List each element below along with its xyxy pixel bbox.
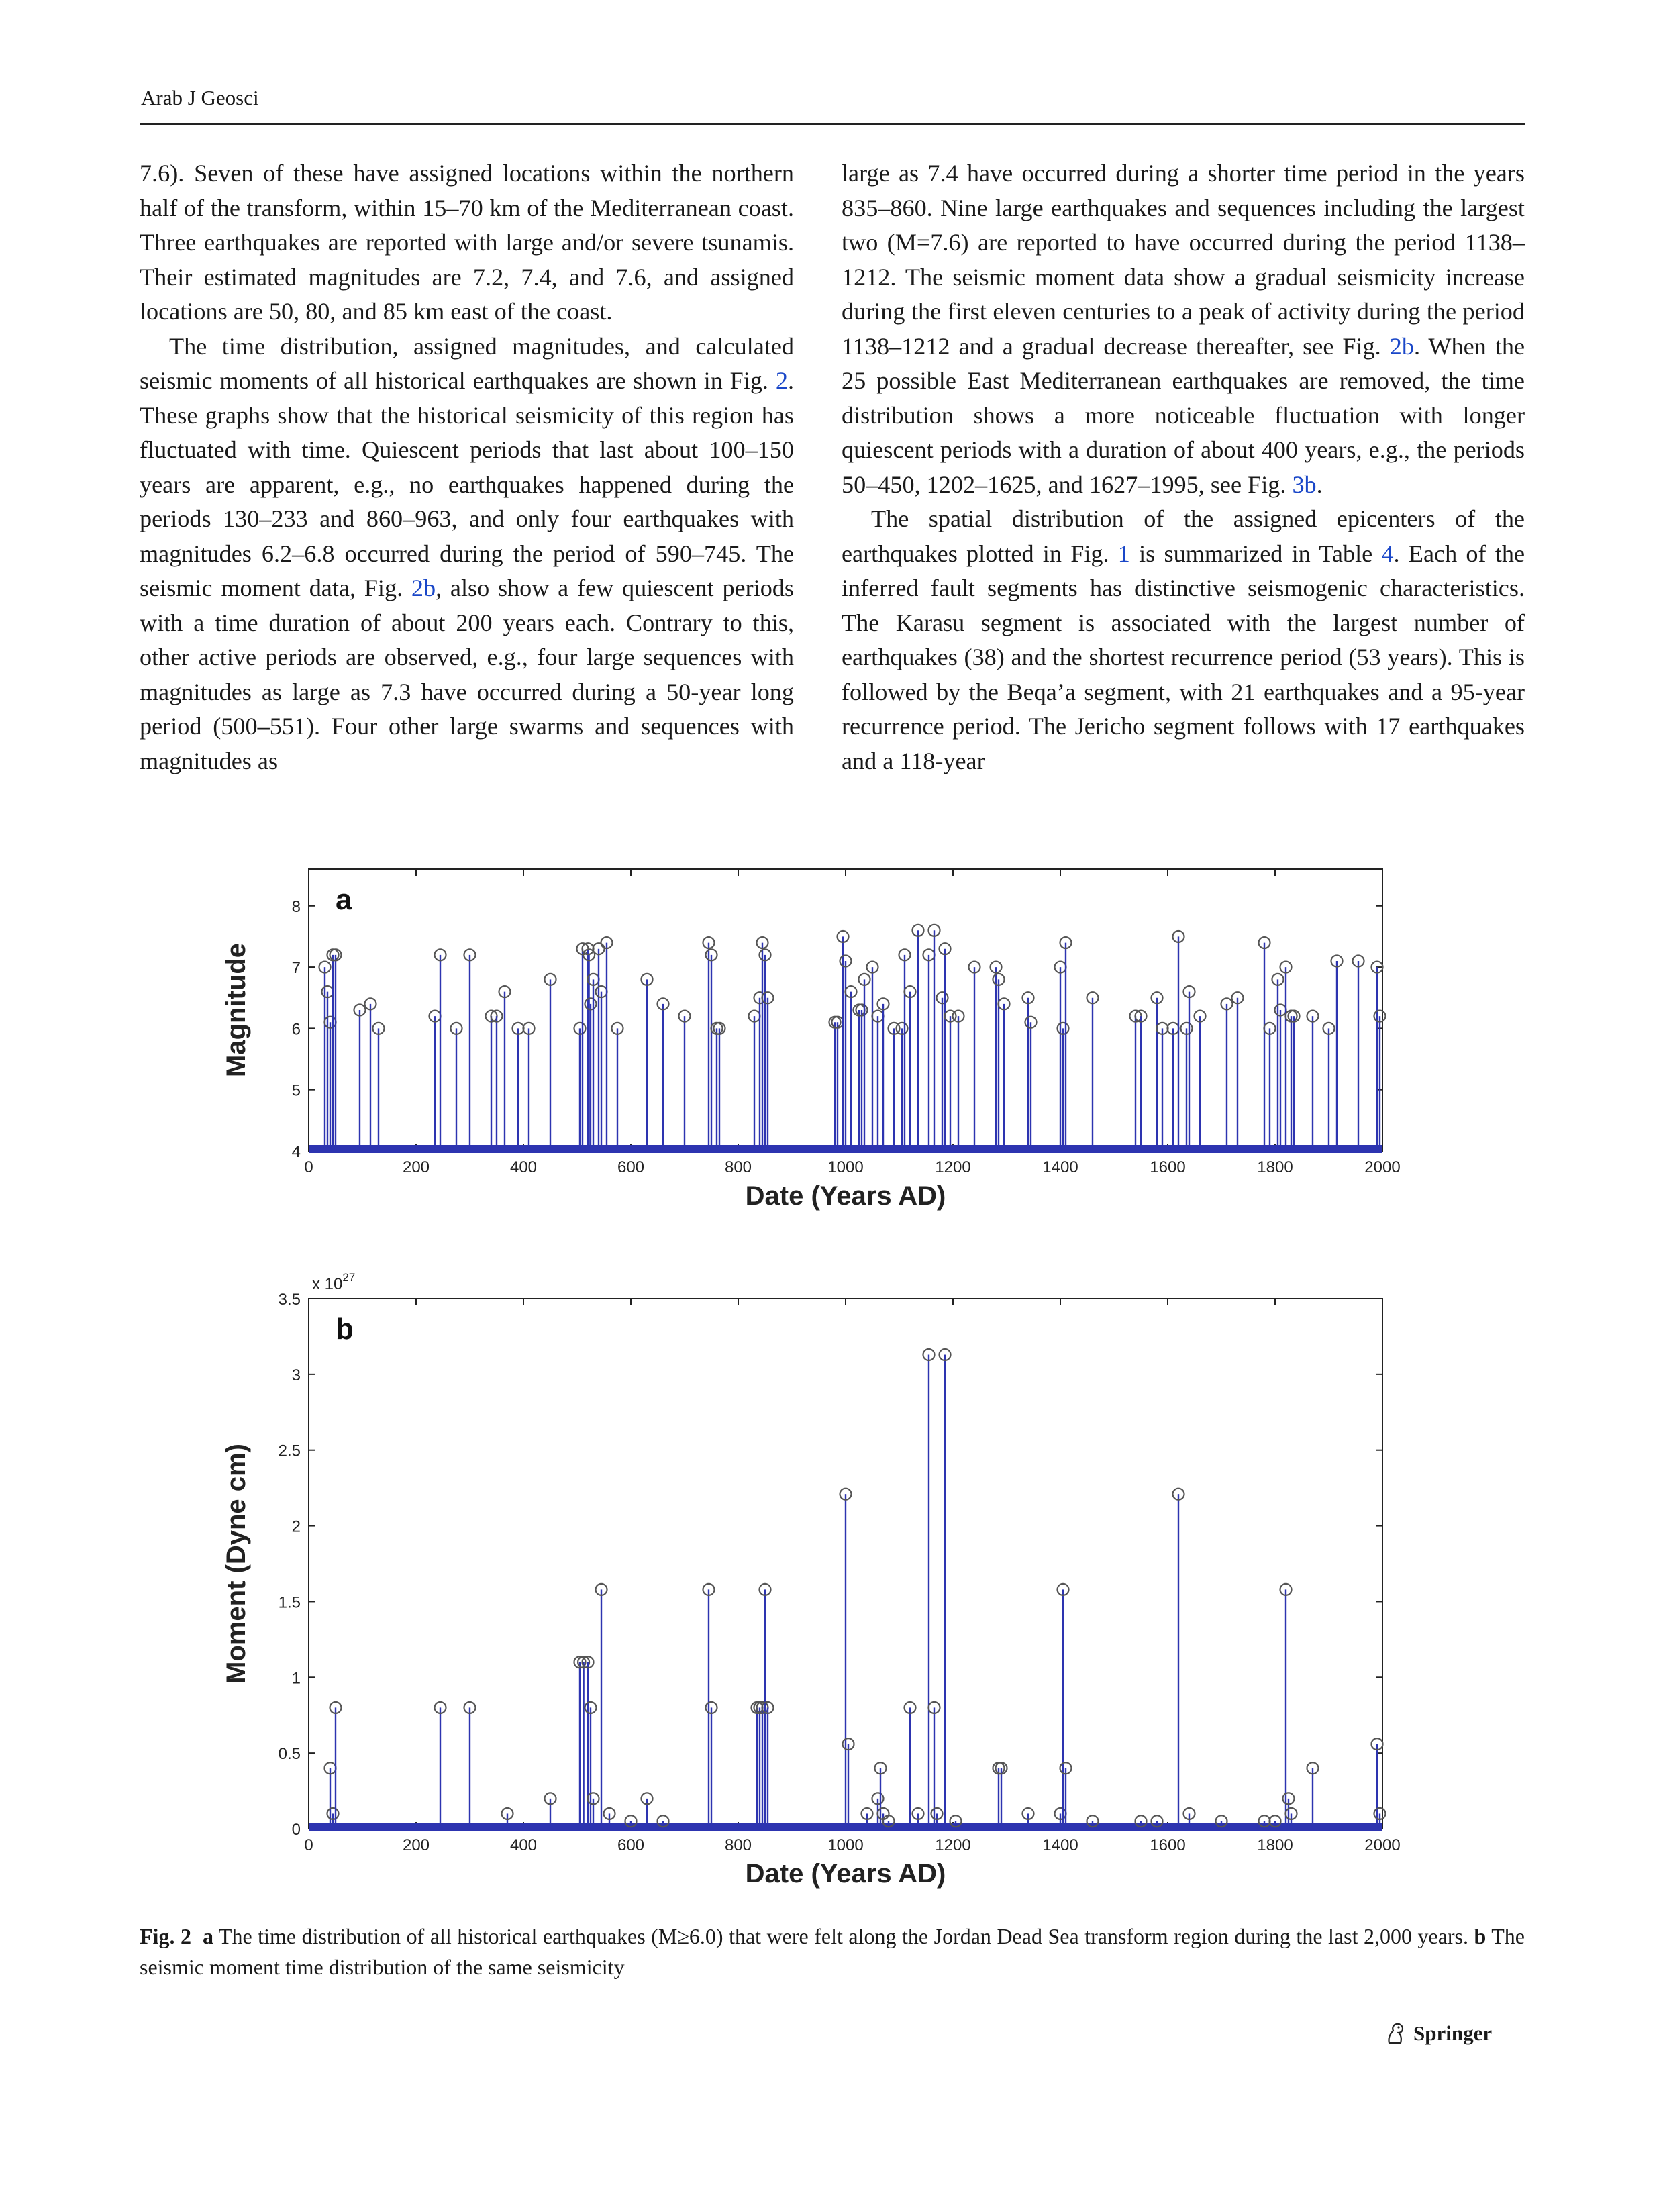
panel-a-xtick-label: 1200 (935, 1158, 971, 1176)
panel-a-xtick-label: 800 (724, 1158, 752, 1176)
panel-b-xtick-label: 1400 (1042, 1836, 1078, 1854)
springer-horse-icon (1384, 2021, 1408, 2046)
panel-b-panel-label: b (336, 1313, 354, 1346)
left-p2-text-a: The time distribution, assigned magnitudes, and calculated seismic moments of all historical earthquakes are shown in Fig. (140, 332, 794, 394)
panel-b-xtick-label: 1800 (1257, 1836, 1293, 1854)
panel-b-xtick-label: 1200 (935, 1836, 971, 1854)
panel-a-ytick-label: 7 (291, 959, 301, 978)
panel-b-xtick-label: 600 (617, 1836, 645, 1854)
right-column (842, 156, 1525, 778)
panel-a-xtick-label: 0 (304, 1158, 313, 1176)
panel-b-xtick-label: 2000 (1364, 1836, 1401, 1854)
caption-b-text: The seismic moment time distribution of the same seismicity (140, 1924, 1525, 1979)
panel-b-ytick-label: 0.5 (278, 1745, 301, 1764)
caption-b-label: b (1474, 1924, 1486, 1948)
left-paragraph-2 (140, 330, 794, 779)
panel-b-ytick-label: 2 (291, 1517, 301, 1536)
panel-b-chart (221, 1271, 1401, 1889)
right-p2-text-b: is summarized in Table (1129, 540, 1373, 567)
panel-b-y-axis-label: Moment (Dyne cm) (221, 1444, 251, 1684)
panel-b-xtick-label: 800 (724, 1836, 752, 1854)
panel-a-panel-label: a (336, 883, 352, 916)
fig-2-link[interactable]: 2 (775, 367, 788, 394)
panel-a-ytick-label: 8 (291, 897, 301, 916)
publisher-name: Springer (1413, 2021, 1493, 2045)
panel-b-ytick-label: 3 (291, 1366, 301, 1385)
panel-a-ytick-label: 5 (291, 1081, 301, 1100)
right-p1-text-a: large as 7.4 have occurred during a shorter time period in the years 835–860. Nine large earthquakes and sequences including the largest two (M=7.6) are reported to have occurred during the period 1138–1212. The seismic moment data show a gradual seismicity increase during the first eleven centuries to a peak of activity during the period 1138–1212 and a gradual decrease thereafter, see Fig. (842, 160, 1525, 360)
panel-b-xtick-label: 1000 (827, 1836, 864, 1854)
publisher-logo[interactable] (1384, 2021, 1492, 2046)
fig-2b-link[interactable]: 2b (1389, 332, 1414, 360)
fig-3b-link[interactable]: 3b (1292, 470, 1317, 498)
panel-a-xtick-label: 1000 (827, 1158, 864, 1176)
panel-a-x-axis-label: Date (Years AD) (745, 1181, 946, 1211)
figure-2-charts (221, 849, 1423, 1909)
panel-b-x-axis-label: Date (Years AD) (745, 1859, 946, 1889)
panel-b-ytick-label: 0 (291, 1821, 301, 1839)
panel-a-xtick-label: 2000 (1364, 1158, 1401, 1176)
right-p2-text-c: . Each of the inferred fault segments has distinctive seismogenic characteristics. The Karasu segment is associated with the largest number of earthquakes (38) and the shortest recurrence period (53 years). This is followed by the Beqa’a segment, with 21 earthquakes and a 95-year recurrence period. The Jericho segment follows with 17 earthquakes and a 118-year (842, 540, 1525, 774)
panel-a-xtick-label: 1400 (1042, 1158, 1078, 1176)
panel-a-y-axis-label: Magnitude (221, 943, 251, 1077)
figure-caption (140, 1921, 1525, 1982)
panel-b-y-multiplier: x $10^{27}$ (312, 1271, 356, 1293)
left-column (140, 156, 794, 778)
caption-a-label: a (202, 1924, 213, 1948)
panel-a-xtick-label: 1600 (1150, 1158, 1186, 1176)
left-p2-text-c: , also show a few quiescent periods with a time duration of about 200 years each. Contrary to this, other active periods are observed, e.g., four large sequences with magnitudes as large as 7.3 have occurred during a 50-year long period (500–551). Four other large swarms and sequences with magnitudes as (140, 574, 794, 774)
panel-b-xtick-label: 0 (304, 1836, 313, 1854)
panel-a-ytick-label: 6 (291, 1020, 301, 1039)
header-rule (140, 123, 1525, 125)
panel-b-xtick-label: 200 (402, 1836, 430, 1854)
panel-b-ytick-label: 3.5 (278, 1291, 301, 1309)
fig-2b-link[interactable]: 2b (411, 574, 436, 601)
figure-2 (221, 849, 1423, 1909)
caption-a-text: The time distribution of all historical earthquakes (M≥6.0) that were felt along the Jordan Dead Sea transform region during the last 2,000 years. (213, 1924, 1474, 1948)
right-p1-text-c: . (1316, 470, 1323, 498)
panel-a-chart (221, 869, 1401, 1211)
right-paragraph-1 (842, 156, 1525, 502)
panel-b-xtick-label: 1600 (1150, 1836, 1186, 1854)
panel-a-xtick-label: 1800 (1257, 1158, 1293, 1176)
fig-1-link[interactable]: 1 (1117, 540, 1130, 567)
panel-a-ytick-label: 4 (291, 1143, 301, 1161)
right-p2-text-a: The spatial distribution of the assigned epicenters of the earthquakes plotted in Fig. (842, 505, 1525, 567)
right-paragraph-2 (842, 502, 1525, 778)
panel-a-xtick-label: 600 (617, 1158, 645, 1176)
caption-label: Fig. 2 (140, 1924, 191, 1948)
panel-b-xtick-label: 400 (509, 1836, 538, 1854)
left-p2-text-b: . These graphs show that the historical seismicity of this region has fluctuated with time. Quiescent periods that last about 100–150 years are apparent, e.g., no earthquakes happened during the periods 130–233 and 860–963, and only four earthquakes with magnitudes 6.2–6.8 occurred during the period of 590–745. The seismic moment data, Fig. (140, 367, 794, 601)
panel-b-ytick-label: 1 (291, 1669, 301, 1688)
panel-b-ytick-label: 2.5 (278, 1442, 301, 1460)
right-p1-text-b: . When the 25 possible East Mediterranean earthquakes are removed, the time distribution shows a more noticeable fluctuation with longer quiescent periods with a duration of about 400 years, e.g., the periods 50–450, 1202–1625, and 1627–1995, see Fig. (842, 332, 1525, 498)
panel-a-xtick-label: 400 (509, 1158, 538, 1176)
table-4-link[interactable]: 4 (1381, 540, 1394, 567)
panel-b-ytick-label: 1.5 (278, 1593, 301, 1612)
left-paragraph-1: 7.6). Seven of these have assigned locations within the northern half of the transform, within 15–70 km of the Mediterranean coast. Three earthquakes are reported with large and/or severe tsunamis. Their estimated magnitudes are 7.2, 7.4, and 7.6, and assigned locations are 50, 80, and 85 km east of the coast. (140, 160, 794, 325)
running-head: Arab J Geosci (141, 86, 259, 109)
panel-a-xtick-label: 200 (402, 1158, 430, 1176)
